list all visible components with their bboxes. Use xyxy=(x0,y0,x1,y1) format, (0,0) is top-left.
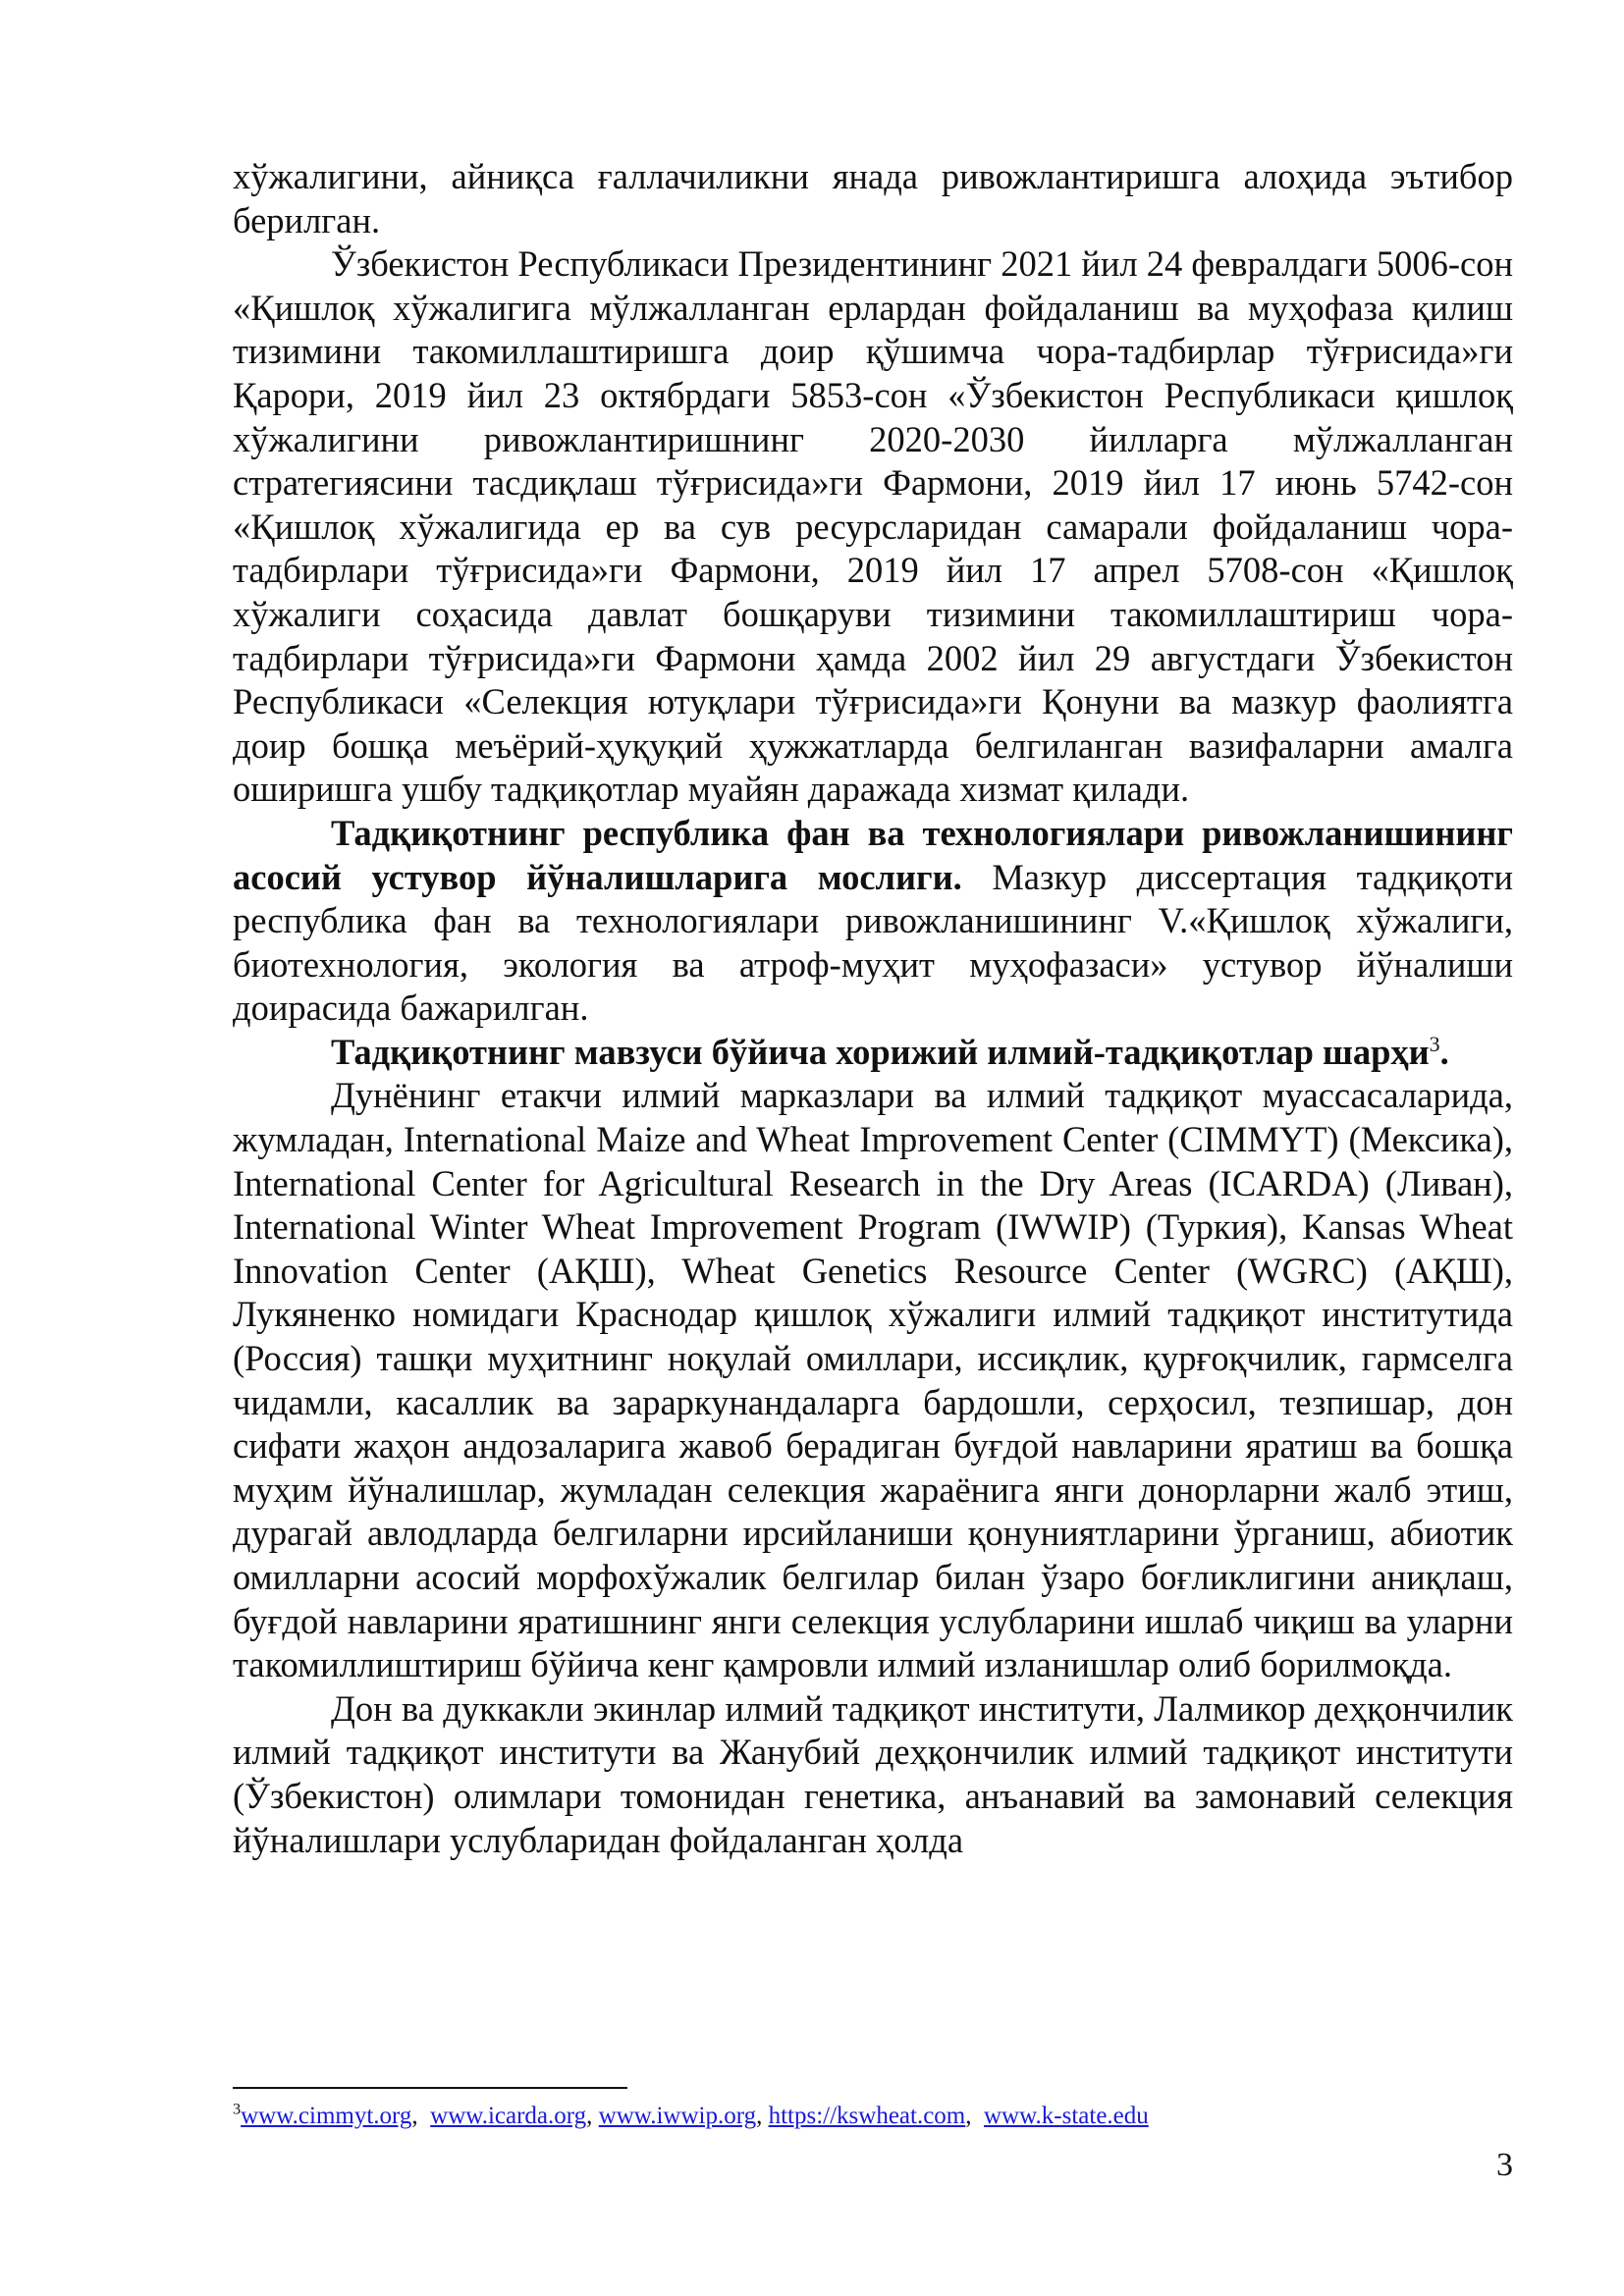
footnote-link-iwwip[interactable]: www.iwwip.org xyxy=(598,2103,757,2129)
uzbek-institutes-text: Дон ва дуккакли экинлар илмий тадқиқот институти, Лалмикор деҳқончилик илмий тадқиқот институти ва Жанубий деҳқончилик илмий тадқиқот институти (Ўзбекистон) олимлари томонидан генетика, анъанавий ва замонавий селекция йўналишлари услубларидан фойдаланган ҳолда xyxy=(233,1687,1513,1860)
paragraph-uzbek-institutes xyxy=(233,1687,1513,1862)
paragraph-2-text: Ўзбекистон Республикаси Президентининг 2021 йил 24 февралдаги 5006-сон «Қишлоқ хўжалигига мўлжалланган ерлардан фойдаланиш ва муҳофаза қилиш тизимини такомиллаштиришга доир қўшимча чора-тадбирлар тўғрисида»ги Қарори, 2019 йил 23 октябрдаги 5853-сон «Ўзбекистон Республикаси қишлоқ хўжалигини ривожлантиришнинг 2020-2030 йилларга мўлжалланган стратегиясини тасдиқлаш тўғрисида»ги Фармони, 2019 йил 17 июнь 5742-сон «Қишлоқ хўжалигида ер ва сув ресурсларидан самарали фойдаланиш чора-тадбирлари тўғрисида»ги Фармони, 2019 йил 17 апрел 5708-сон «Қишлоқ хўжалиги соҳасида давлат бошқаруви тизимини такомиллаштириш чора-тадбирлари тўғрисида»ги Фармони ҳамда 2002 йил 29 августдаги Ўзбекистон Республикаси «Селекция ютуқлари тўғрисида»ги Қонуни ва мазкур фаолиятга доир бошқа меъёрий-ҳуқуқий ҳужжатларда белгиланган вазифаларни амалга оширишга ушбу тадқиқотлар муайян даражада хизмат қилади. xyxy=(233,243,1513,810)
paragraph-world-research xyxy=(233,1074,1513,1686)
footnote-separator xyxy=(233,2087,627,2089)
page-body xyxy=(233,155,1513,1862)
relevance-heading: Тадқиқотнинг республика фан ва технологиялари ривожланишининг асосий устувор йўналишларига мослиги. xyxy=(233,812,1513,897)
paragraph-review-heading xyxy=(233,1031,1513,1075)
footnote-link-icarda[interactable]: www.icarda.org xyxy=(430,2103,587,2129)
paragraph-relevance xyxy=(233,812,1513,1031)
footnote-separator-3: , xyxy=(756,2103,769,2129)
page-number: 3 xyxy=(1496,2147,1513,2183)
footnote-separator-1: , xyxy=(411,2103,431,2129)
review-heading-period: . xyxy=(1439,1031,1449,1072)
footnote-link-kstate[interactable]: www.k-state.edu xyxy=(984,2103,1149,2129)
footnote-link-kswheat[interactable]: https://kswheat.com xyxy=(768,2103,966,2129)
footnote-separator-2: , xyxy=(586,2103,599,2129)
relevance-text: Мазкур диссертация тадқиқоти республика фан ва технологиялари ривожланишининг V.«Қишлоқ хўжалиги, биотехнология, экология ва атроф-муҳит муҳофазаси» устувор йўналиши доирасида бажарилган. xyxy=(233,856,1513,1029)
footnote-reference[interactable]: 3 xyxy=(1429,1031,1440,1056)
footnote-separator-4: , xyxy=(965,2103,984,2129)
review-heading: Тадқиқотнинг мавзуси бўйича хорижий илмий-тадқиқотлар шарҳи xyxy=(331,1031,1430,1072)
paragraph-1 xyxy=(233,155,1513,242)
paragraph-2 xyxy=(233,242,1513,812)
footnote xyxy=(233,2102,1513,2131)
world-research-text: Дунёнинг етакчи илмий марказлари ва илмий тадқиқот муассасаларида, жумладан, International Maize and Wheat Improvement Center (CIMMYT) (Мексика), International Center for Agricultural Research in the Dry Areas (ICARDA) (Ливан), International Winter Wheat Improvement Program (IWWIP) (Туркия), Kansas Wheat Innovation Center (АҚШ), Wheat Genetics Resource Center (WGRC) (АҚШ), Лукяненко номидаги Краснодар қишлоқ хўжалиги илмий тадқиқот институтида (Россия) ташқи муҳитнинг ноқулай омиллари, иссиқлик, қурғоқчилик, гармселга чидамли, касаллик ва зараркунандаларга бардошли, серҳосил, тезпишар, дон сифати жаҳон андозаларига жавоб берадиган буғдой навларини яратиш ва бошқа муҳим йўналишлар, жумладан селекция жараёнига янги донорларни жалб этиш, дурагай авлодларда белгиларни ирсийланиши қонуниятларини ўрганиш, абиотик омилларни асосий морфохўжалик белгилар билан ўзаро боғликлигини аниқлаш, буғдой навларини яратишнинг янги селекция услубларини ишлаб чиқиш ва уларни такомиллиштириш бўйича кенг қамровли илмий изланишлар олиб борилмоқда. xyxy=(233,1075,1513,1685)
paragraph-1-text: хўжалигини, айниқса ғаллачиликни янада ривожлантиришга алоҳида эътибор берилган. xyxy=(233,156,1513,240)
footnote-link-cimmyt[interactable]: www.cimmyt.org xyxy=(241,2103,412,2129)
footnote-number: 3 xyxy=(233,2100,242,2118)
